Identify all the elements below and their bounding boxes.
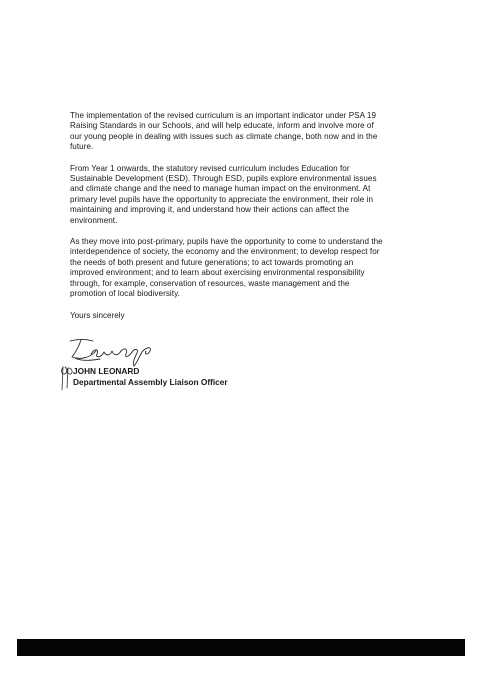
letter-body bbox=[70, 111, 412, 321]
pp-initials-mark bbox=[60, 364, 74, 392]
signatory-block bbox=[73, 366, 228, 387]
paragraph-post-primary: As they move into post-primary, pupils have the opportunity to come to understand the interdependence of society, the economy and the environment; to develop respect for the needs of both present and future generations; to act towards promoting an improved environment; and to learn about exercising environmental responsibility through, for example, conservation of resources, waste management and the promotion of local biodiversity. bbox=[70, 237, 383, 299]
paragraph-esd: From Year 1 onwards, the statutory revised curriculum includes Education for Sustainable Development (ESD). Through ESD, pupils explore environmental issues and climate change and the need to manage human impact on the environment. At primary level pupils have the opportunity to appreciate the environment, their role in maintaining and improving it, and understand how their actions can affect the environment. bbox=[70, 163, 377, 225]
signatory-name: JOHN LEONARD bbox=[73, 366, 140, 376]
closing-salutation: Yours sincerely bbox=[70, 310, 125, 320]
redaction-bar bbox=[17, 639, 465, 656]
paragraph-psa19: The implementation of the revised curriculum is an important indicator under PSA 19 Raising Standards in our Schools, and will help educate, inform and involve more of our young people in dealing with issues such as climate change, both now and in the future. bbox=[70, 111, 378, 152]
signatory-title: Departmental Assembly Liaison Officer bbox=[73, 376, 228, 387]
handwritten-signature bbox=[66, 334, 156, 368]
